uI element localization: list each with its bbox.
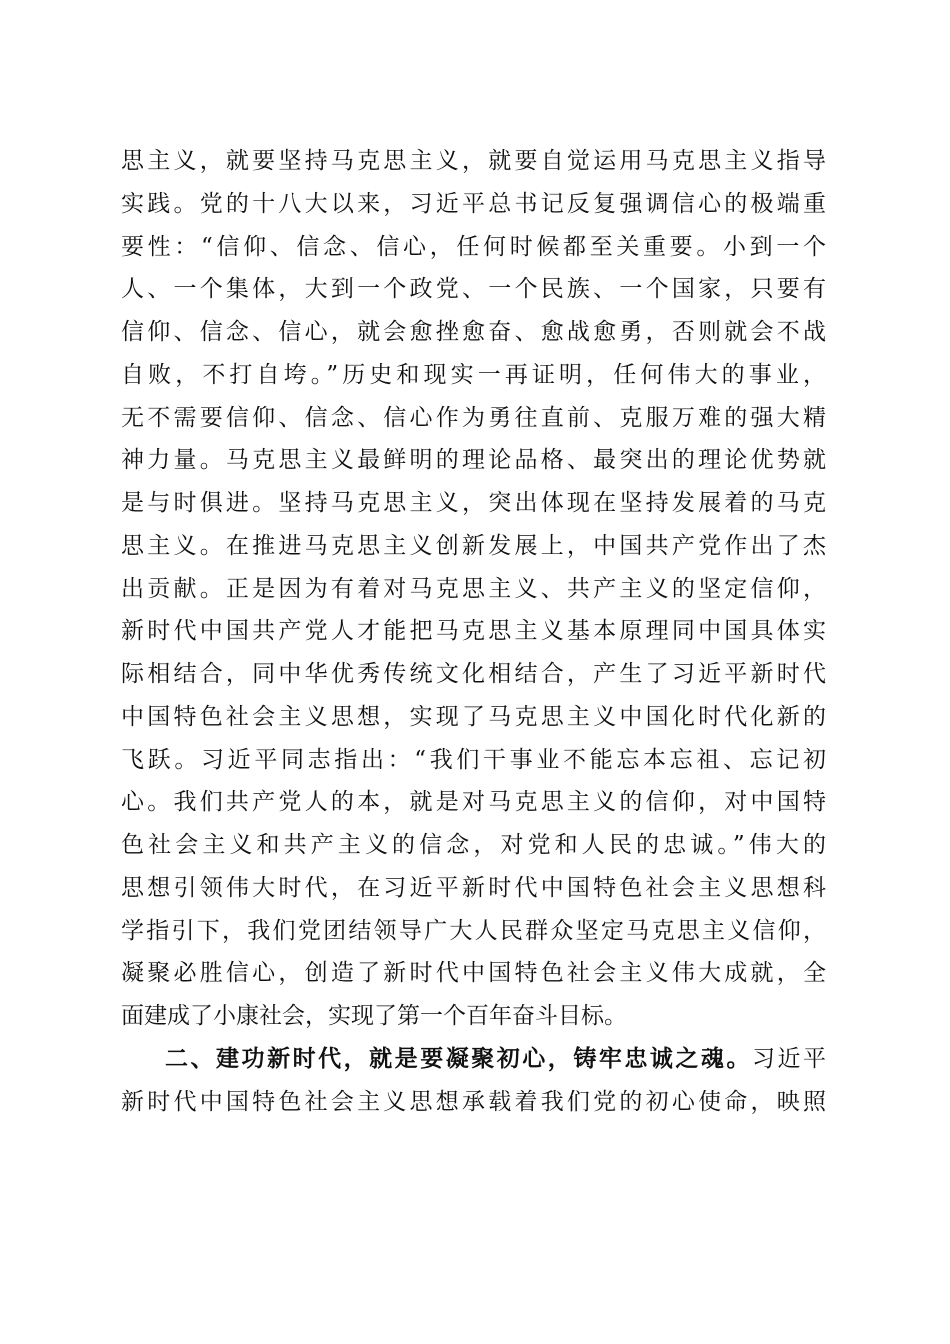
paragraph-line-17: 色社会主义和共产主义的信念，对党和人民的忠诚。”伟大的 (121, 832, 826, 858)
section-2-first-line-text: 习近平 (751, 1045, 827, 1072)
section-2-first-line (121, 1038, 826, 1081)
document-body (121, 140, 826, 1123)
paragraph-line-15: 飞跃。习近平同志指出：“我们干事业不能忘本忘祖、忘记初 (121, 746, 826, 773)
paragraph-line-18: 思想引领伟大时代，在习近平新时代中国特色社会主义思想科 (121, 874, 826, 901)
paragraph-line-5: 信仰、信念、信心，就会愈挫愈奋、愈战愈勇，否则就会不战 (121, 319, 826, 345)
paragraph-line-9: 是与时俱进。坚持马克思主义，突出体现在坚持发展着的马克 (121, 490, 826, 516)
paragraph-line-7: 无不需要信仰、信念、信心作为勇往直前、克服万难的强大精 (121, 404, 826, 431)
paragraph-line-20: 凝聚必胜信心，创造了新时代中国特色社会主义伟大成就，全 (121, 960, 826, 987)
section-2-heading: 二、建功新时代，就是要凝聚初心，铸牢忠诚之魂。 (165, 1045, 752, 1072)
paragraph-line-19: 学指引下，我们党团结领导广大人民群众坚定马克思主义信仰， (121, 917, 826, 944)
paragraph-line-14: 中国特色社会主义思想，实现了马克思主义中国化时代化新的 (121, 703, 826, 730)
paragraph-line-10: 思主义。在推进马克思主义创新发展上，中国共产党作出了杰 (121, 532, 826, 559)
paragraph-line-2: 实践。党的十八大以来，习近平总书记反复强调信心的极端重 (121, 190, 826, 217)
paragraph-line-13: 际相结合，同中华优秀传统文化相结合，产生了习近平新时代 (121, 661, 826, 687)
paragraph-line-6: 自败，不打自垮。”历史和现实一再证明，任何伟大的事业， (121, 361, 826, 388)
paragraph-line-1: 思主义，就要坚持马克思主义，就要自觉运用马克思主义指导 (121, 148, 826, 174)
section-2-second-line: 新时代中国特色社会主义思想承载着我们党的初心使命，映照 (121, 1088, 826, 1115)
paragraph-line-3: 要性：“信仰、信念、信心，任何时候都至关重要。小到一个 (121, 233, 826, 260)
paragraph-line-21: 面建成了小康社会，实现了第一个百年奋斗目标。 (121, 1003, 627, 1029)
paragraph-line-12: 新时代中国共产党人才能把马克思主义基本原理同中国具体实 (121, 618, 826, 645)
paragraph-line-4: 人、一个集体，大到一个政党、一个民族、一个国家，只要有 (121, 276, 826, 303)
paragraph-line-11: 出贡献。正是因为有着对马克思主义、共产主义的坚定信仰， (121, 575, 826, 602)
paragraph-line-16: 心。我们共产党人的本，就是对马克思主义的信仰，对中国特 (121, 789, 826, 816)
paragraph-line-8: 神力量。马克思主义最鲜明的理论品格、最突出的理论优势就 (121, 447, 826, 474)
